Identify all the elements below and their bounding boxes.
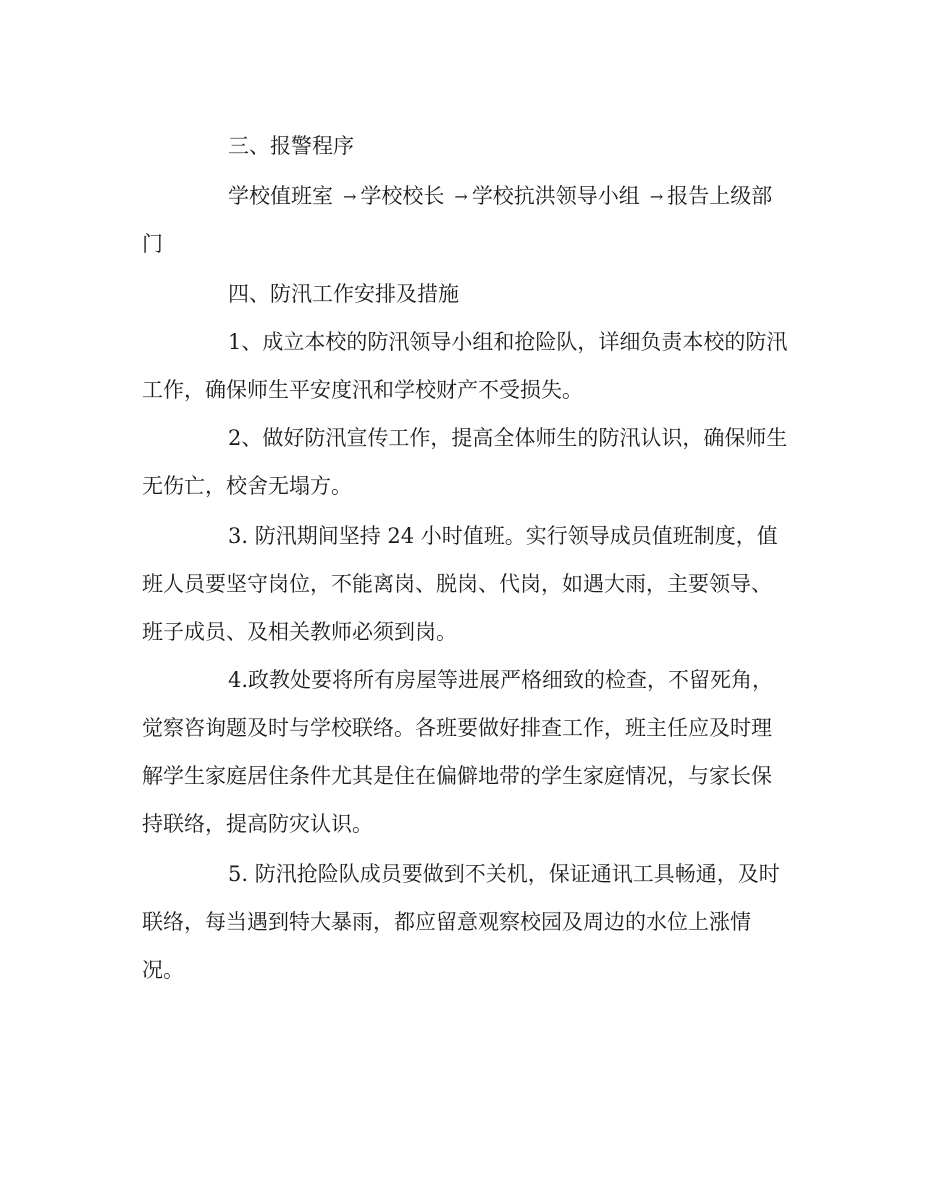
paragraph-line: 2、做好防汛宣传工作，提高全体师生的防汛认识，确保师生 xyxy=(228,426,788,450)
alarm-flow-wrap: 门 xyxy=(142,232,163,256)
paragraph-line: 无伤亡，校舍无塌方。 xyxy=(142,474,352,498)
paragraph-line: 1、成立本校的防汛领导小组和抢险队，详细负责本校的防汛 xyxy=(228,330,788,354)
arrow-icon: → xyxy=(649,187,664,206)
paragraph-line: 工作，确保师生平安度汛和学校财产不受损失。 xyxy=(142,378,583,402)
flow-step-principal: 学校校长 xyxy=(360,184,445,208)
section-heading-flood-measures: 四、防汛工作安排及措施 xyxy=(228,282,459,306)
paragraph-line: 班子成员、及相关教师必须到岗。 xyxy=(142,620,457,644)
paragraph-line: 联络，每当遇到特大暴雨，都应留意观察校园及周边的水位上涨情 xyxy=(142,910,751,934)
paragraph-line: 3. 防汛期间坚持 24 小时值班。实行领导成员值班制度，值 xyxy=(228,524,778,548)
paragraph-line: 4.政教处要将所有房屋等进展严格细致的检查，不留死角， xyxy=(228,668,774,692)
section-heading-alarm-procedure: 三、报警程序 xyxy=(228,134,354,158)
alarm-flow-line xyxy=(228,182,772,210)
paragraph-line: 5. 防汛抢险队成员要做到不关机，保证通讯工具畅通，及时 xyxy=(228,862,780,886)
arrow-icon: → xyxy=(454,187,468,206)
paragraph-line: 解学生家庭居住条件尤其是住在偏僻地带的学生家庭情况，与家长保 xyxy=(142,764,772,788)
paragraph-line: 持联络，提高防灾认识。 xyxy=(142,812,373,836)
arrow-icon: → xyxy=(343,187,357,206)
paragraph-line: 觉察咨询题及时与学校联络。各班要做好排查工作，班主任应及时理 xyxy=(142,716,772,740)
paragraph-line: 况。 xyxy=(142,958,184,982)
paragraph-line: 班人员要坚守岗位，不能离岗、脱岗、代岗，如遇大雨，主要领导、 xyxy=(142,572,772,596)
flow-step-report-superior: 报告上级部 xyxy=(667,184,773,208)
flow-step-duty-room: 学校值班室 xyxy=(228,184,333,208)
flow-step-flood-group: 学校抗洪领导小组 xyxy=(471,184,640,208)
